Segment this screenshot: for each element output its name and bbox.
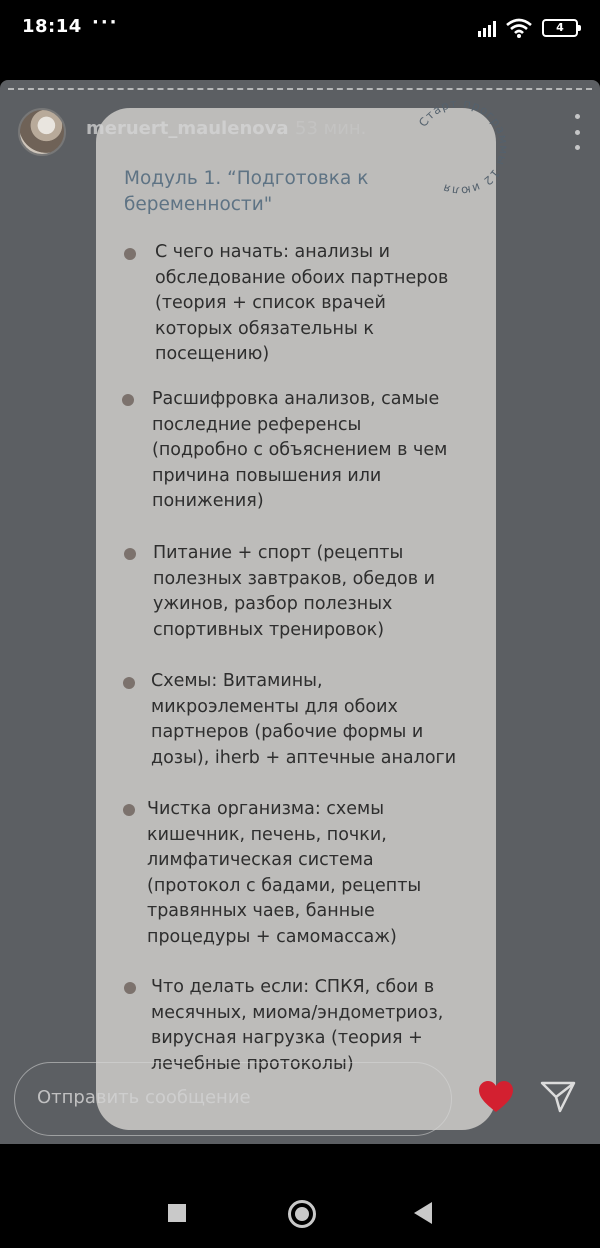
bullet-dot (124, 548, 136, 560)
bullet-dot (122, 394, 134, 406)
status-bar (0, 0, 600, 58)
bullet-dot (124, 982, 136, 994)
story-progress-bar (8, 88, 592, 90)
bullet-dot (123, 804, 135, 816)
list-item: Питание + спорт (рецепты полезных завтраков, обедов и ужинов, разбор полезных спортивных тренировок) (153, 543, 435, 640)
bullet-dot (124, 248, 136, 260)
list-item: Что делать если: СПКЯ, сбои в месячных, миома/эндометриоз, вирусная нагрузка (теория + лечебные протоколы) (151, 977, 444, 1074)
status-time: 18:14 (22, 16, 82, 37)
bullet-dot (123, 677, 135, 689)
status-notification-dots: ··· (92, 12, 119, 33)
system-nav-bar (0, 1144, 600, 1248)
list-item: Расшифровка анализов, самые последние референсы (подробно с объяснением в чем причина повышения или понижения) (152, 389, 448, 511)
status-icons (478, 16, 578, 40)
message-input[interactable] (14, 1062, 452, 1136)
module-title: Модуль 1. “Подготовка к беременности" (124, 168, 369, 215)
home-icon[interactable] (288, 1200, 316, 1228)
story-time-ago: 53 мин. (295, 118, 367, 139)
list-item: Схемы: Витамины, микроэлементы для обоих партнеров (рабочие формы и дозы), iherb + аптечные аналоги (151, 671, 457, 768)
heart-icon[interactable] (478, 1080, 514, 1114)
list-item: С чего начать: анализы и обследование обоих партнеров (теория + список врачей которых обязательны к посещению) (155, 242, 449, 364)
back-icon[interactable] (414, 1202, 432, 1224)
battery-icon: 4 (542, 19, 578, 37)
svg-text:Старт программы 12 июля (416, 96, 511, 198)
signal-icon (478, 19, 496, 37)
recent-apps-icon[interactable] (168, 1204, 186, 1222)
story-viewer[interactable] (0, 80, 600, 1144)
stamp-text: Старт программы 12 июля (415, 95, 512, 199)
send-icon[interactable] (540, 1080, 576, 1114)
wifi-icon (506, 18, 532, 38)
list-item: Чистка организма: схемы кишечник, печень, почки, лимфатическая система (протокол с бадами, рецепты травянных чаев, банные процедуры + самомассаж) (147, 799, 422, 947)
more-options-icon[interactable] (572, 114, 582, 150)
message-input-placeholder: Отправить сообщение (37, 1087, 251, 1108)
story-username[interactable]: meruert_maulenova (86, 118, 289, 139)
avatar[interactable] (18, 108, 66, 156)
